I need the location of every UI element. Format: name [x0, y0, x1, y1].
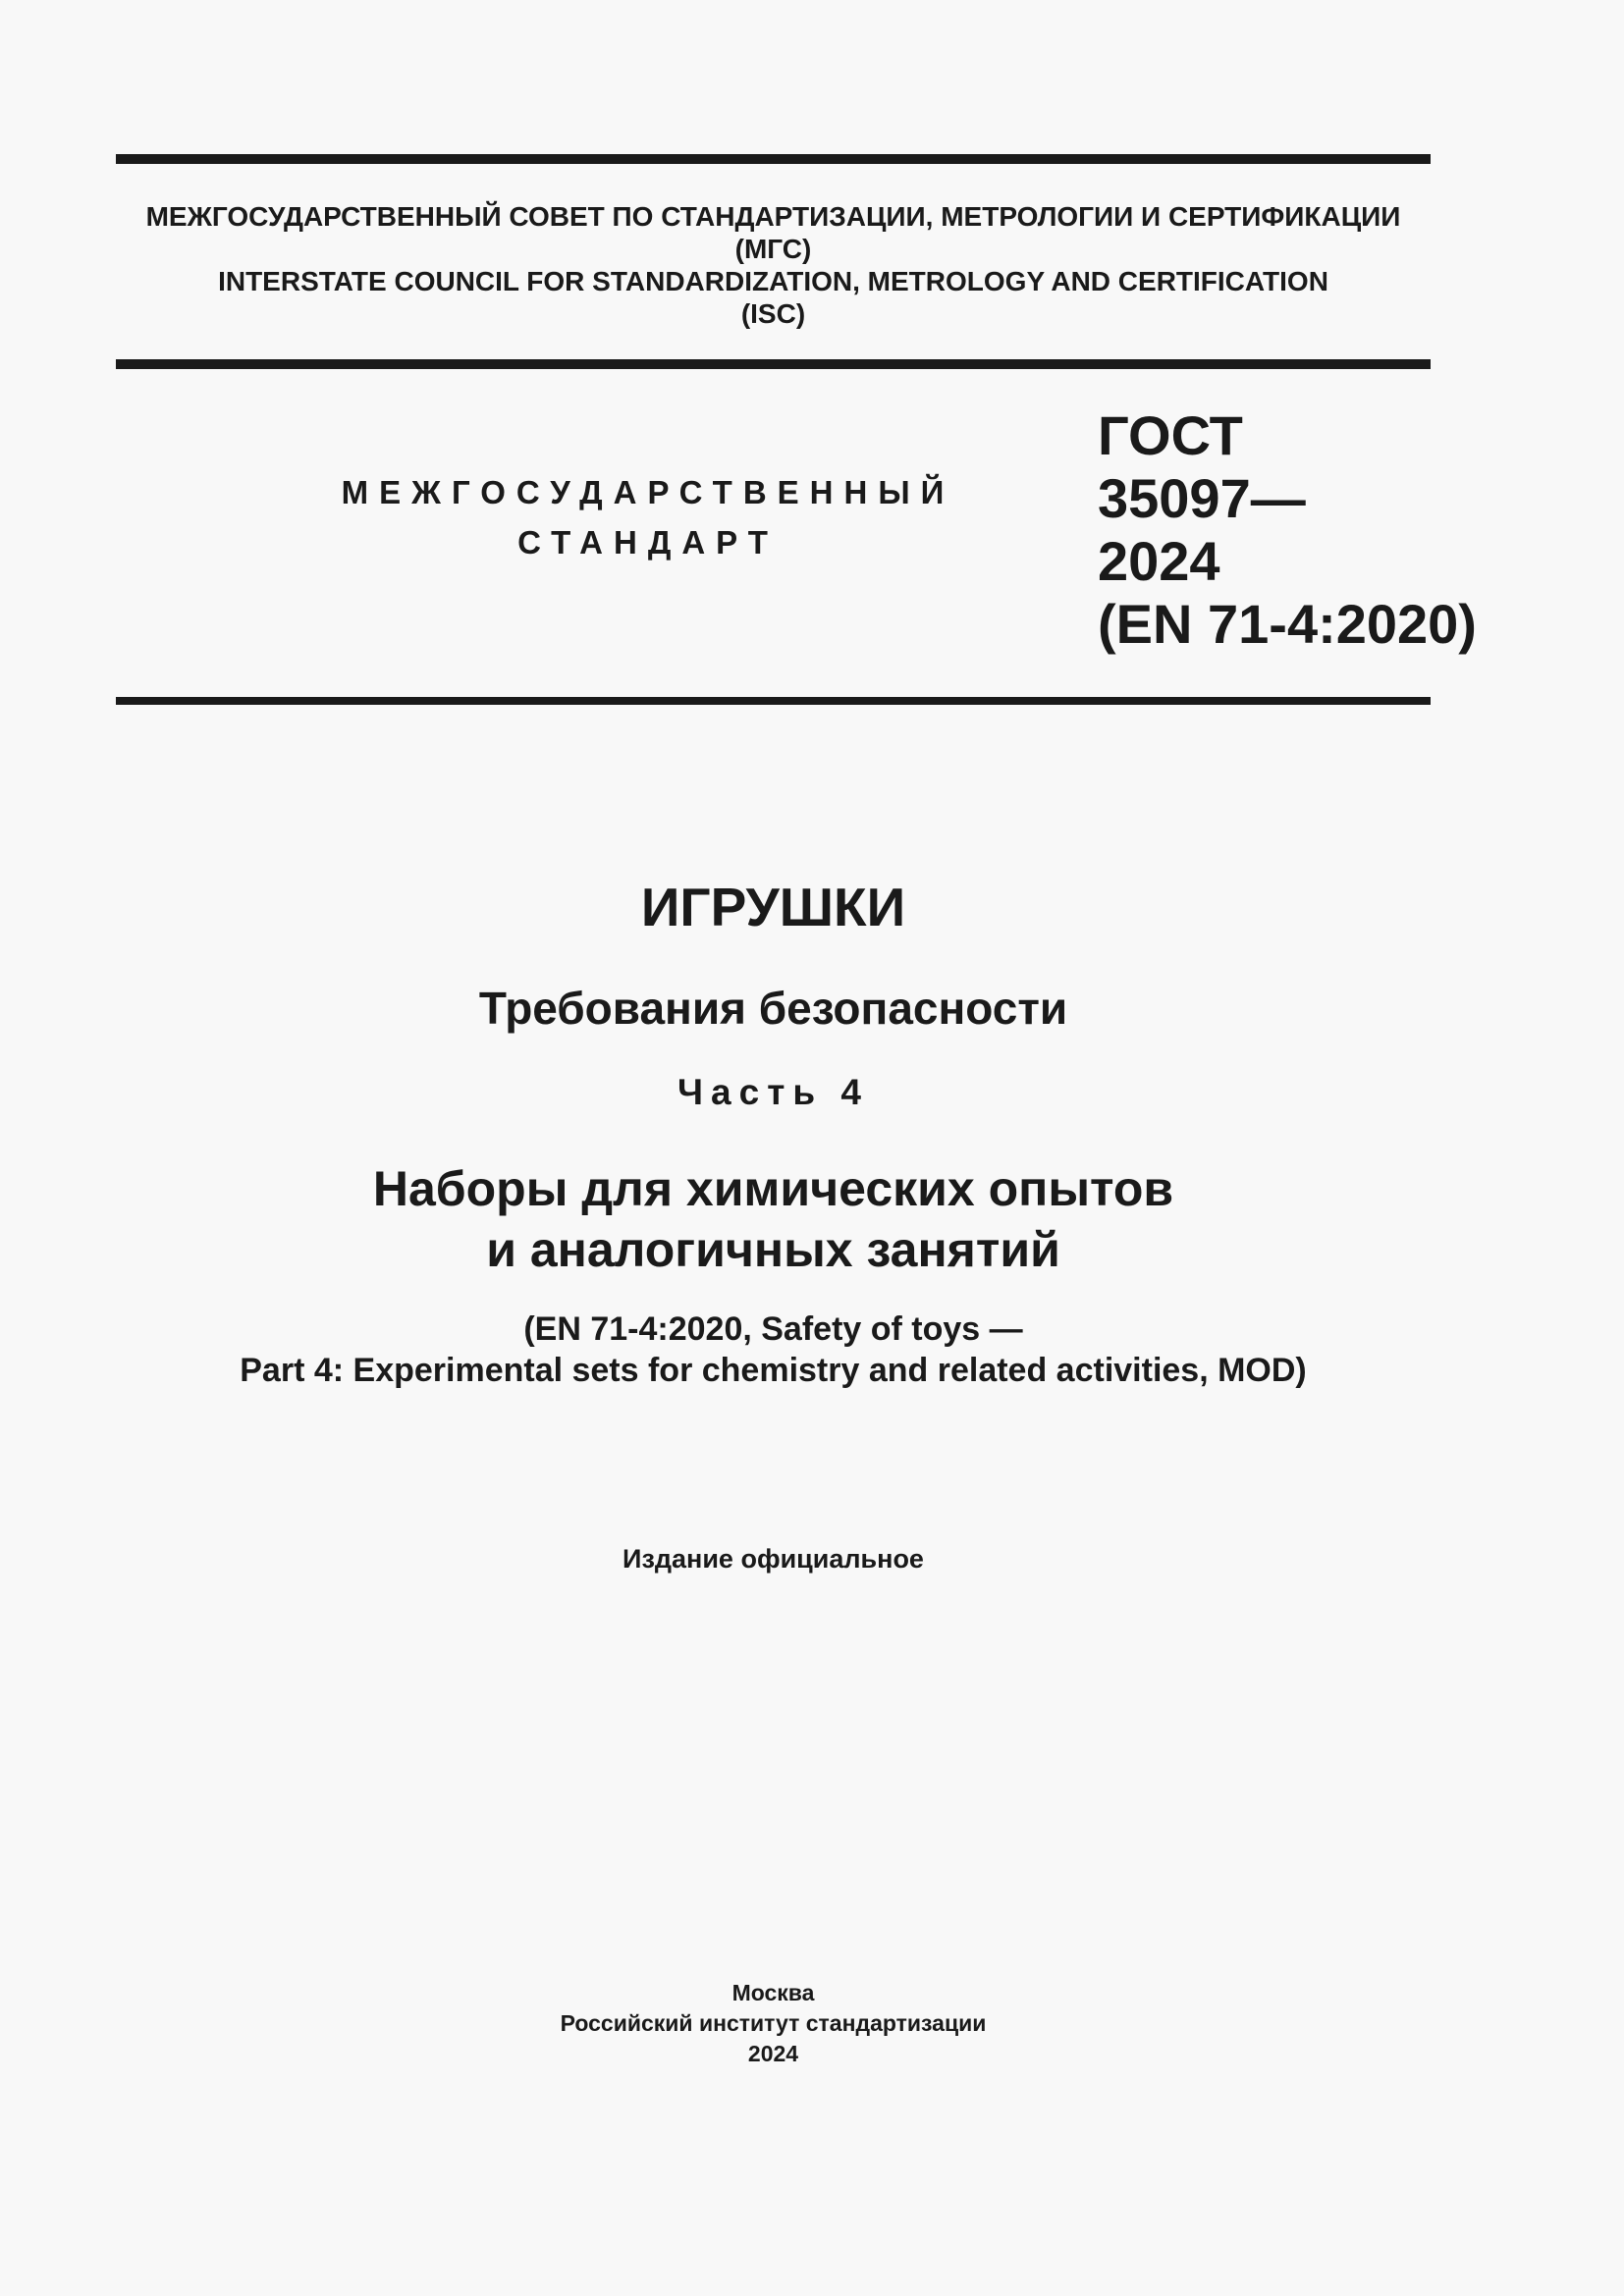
gost-label: ГОСТ [1098, 404, 1243, 466]
publisher-city: Москва [731, 1980, 815, 2005]
english-reference-line1: (EN 71-4:2020, Safety of toys — [523, 1310, 1023, 1348]
english-reference [116, 1308, 1431, 1391]
top-rule [116, 154, 1431, 164]
standard-designation [1098, 404, 1477, 656]
council-header [116, 200, 1431, 330]
part-title [116, 1158, 1431, 1280]
gost-year: 2024 [1098, 530, 1220, 592]
part-label: Часть 4 [677, 1072, 869, 1112]
standard-kind-line1: МЕЖГОСУДАРСТВЕННЫЙ [341, 474, 955, 510]
council-rule [116, 359, 1431, 369]
council-name-en: INTERSTATE COUNCIL FOR STANDARDIZATION, METROLOGY AND CERTIFICATION [218, 266, 1328, 296]
part-title-line2: и аналогичных занятий [486, 1222, 1060, 1277]
english-reference-line2: Part 4: Experimental sets for chemistry and related activities, MOD) [240, 1352, 1307, 1389]
council-name-ru: МЕЖГОСУДАРСТВЕННЫЙ СОВЕТ ПО СТАНДАРТИЗАЦИИ, МЕТРОЛОГИИ И СЕРТИФИКАЦИИ [145, 201, 1401, 232]
edition-note: Издание официальное [623, 1544, 924, 1574]
part-title-line1: Наборы для химических опытов [372, 1161, 1174, 1216]
gost-number: 35097— [1098, 467, 1306, 529]
document-title: ИГРУШКИ [640, 877, 906, 937]
designation-rule [116, 697, 1431, 705]
publisher-institute: Российский институт стандартизации [560, 2010, 987, 2036]
standard-kind-line2: СТАНДАРТ [517, 524, 779, 561]
gost-en-reference: (EN 71-4:2020) [1098, 593, 1477, 655]
council-abbr-ru: (МГС) [734, 234, 812, 264]
publisher-block [116, 1978, 1431, 2069]
document-subtitle: Требования безопасности [478, 983, 1068, 1034]
publisher-year: 2024 [747, 2041, 799, 2066]
council-abbr-en: (ISC) [740, 298, 806, 329]
